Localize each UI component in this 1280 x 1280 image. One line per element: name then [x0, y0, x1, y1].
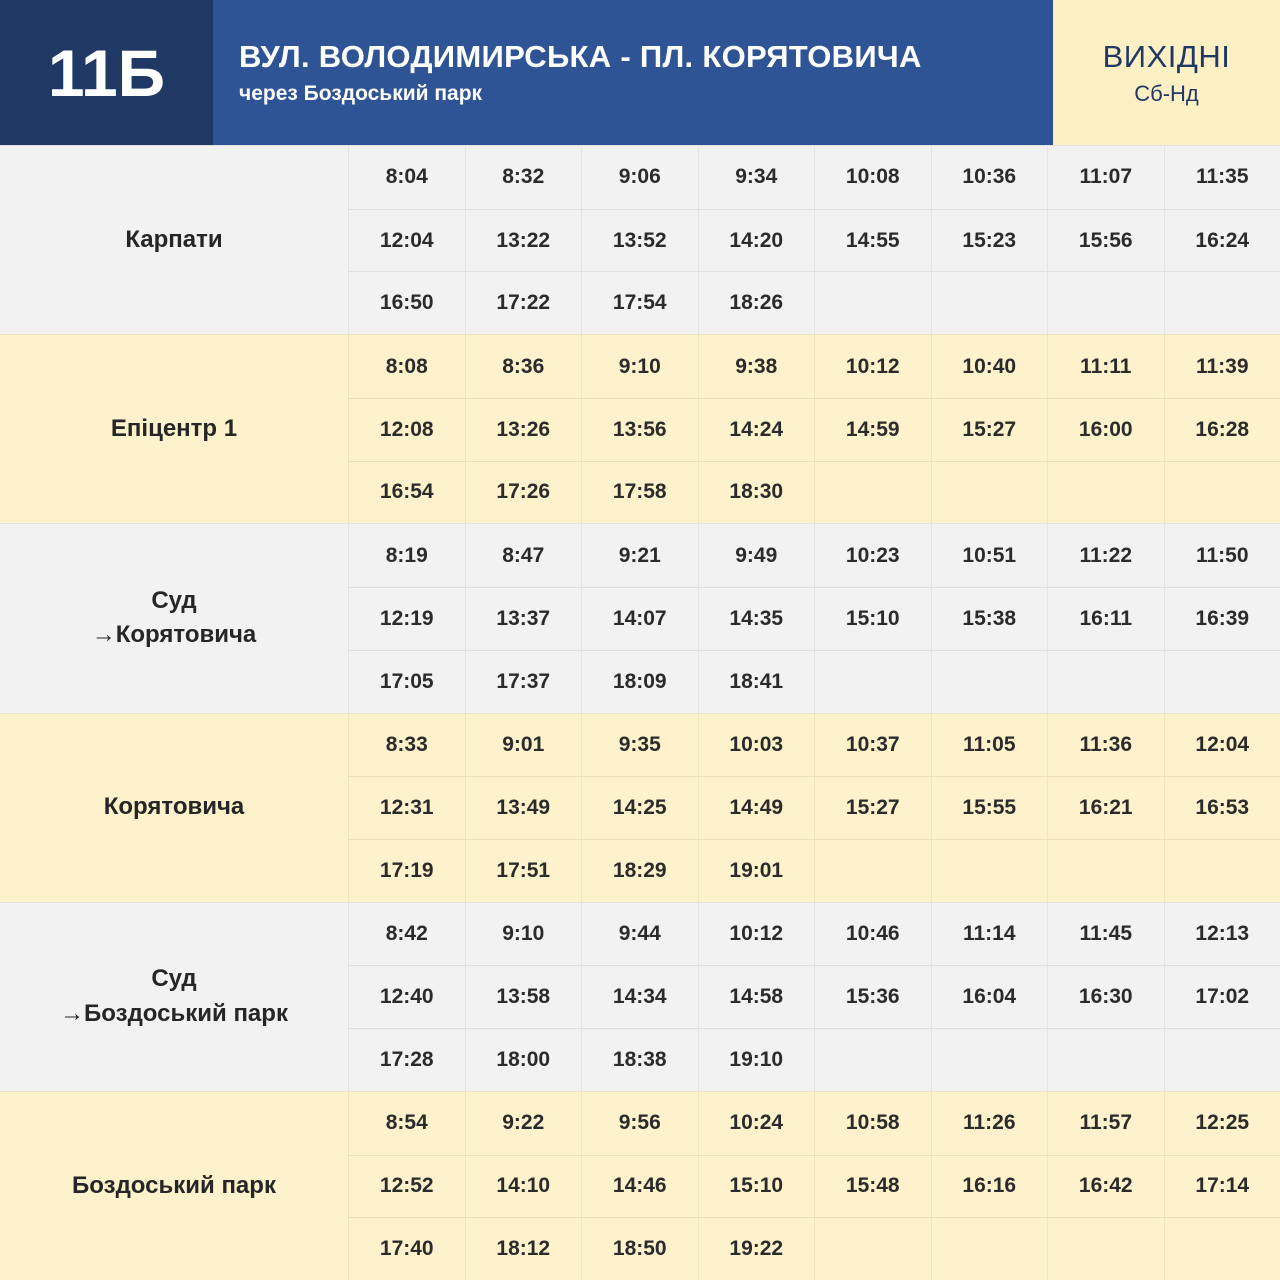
stop-name — [0, 524, 348, 712]
time-cell: 16:04 — [931, 965, 1048, 1028]
time-cell: 11:36 — [1047, 714, 1164, 777]
time-cell-empty — [814, 271, 931, 334]
time-cell: 8:42 — [348, 903, 465, 966]
time-cell: 16:39 — [1164, 587, 1280, 650]
time-cell: 8:19 — [348, 524, 465, 587]
stop-name — [0, 146, 348, 334]
time-cell: 16:24 — [1164, 209, 1280, 272]
time-cell: 10:03 — [698, 714, 815, 777]
time-cell: 15:27 — [814, 776, 931, 839]
time-cell-empty — [1047, 1028, 1164, 1091]
time-cell: 10:58 — [814, 1092, 931, 1155]
time-cell: 12:25 — [1164, 1092, 1280, 1155]
time-cell: 18:26 — [698, 271, 815, 334]
time-cell: 17:54 — [581, 271, 698, 334]
time-cell: 11:26 — [931, 1092, 1048, 1155]
stop-band — [0, 1091, 1280, 1280]
time-cell: 12:52 — [348, 1155, 465, 1218]
schedule-type-label: ВИХІДНІ — [1102, 38, 1231, 74]
time-cell: 10:40 — [931, 335, 1048, 398]
time-cell: 18:30 — [698, 461, 815, 524]
time-cell: 13:52 — [581, 209, 698, 272]
time-cell: 12:08 — [348, 398, 465, 461]
time-cell: 13:56 — [581, 398, 698, 461]
time-cell: 15:48 — [814, 1155, 931, 1218]
time-cell-empty — [931, 650, 1048, 713]
time-cell: 14:55 — [814, 209, 931, 272]
time-cell: 16:50 — [348, 271, 465, 334]
time-cell: 15:55 — [931, 776, 1048, 839]
time-cell: 11:50 — [1164, 524, 1280, 587]
time-cell: 10:08 — [814, 146, 931, 209]
time-cell: 9:44 — [581, 903, 698, 966]
time-cell: 16:11 — [1047, 587, 1164, 650]
time-cell: 10:24 — [698, 1092, 815, 1155]
time-cell: 16:16 — [931, 1155, 1048, 1218]
time-cell: 9:38 — [698, 335, 815, 398]
time-cell: 9:10 — [581, 335, 698, 398]
stop-name-line: Боздоський парк — [72, 1171, 276, 1199]
time-cell: 17:26 — [465, 461, 582, 524]
time-cell-empty — [814, 650, 931, 713]
time-cell: 17:14 — [1164, 1155, 1280, 1218]
stop-band — [0, 145, 1280, 334]
time-cell-empty — [1164, 650, 1280, 713]
time-cell: 15:36 — [814, 965, 931, 1028]
time-cell: 16:21 — [1047, 776, 1164, 839]
time-cell: 11:35 — [1164, 146, 1280, 209]
time-cell: 8:54 — [348, 1092, 465, 1155]
time-cell: 9:10 — [465, 903, 582, 966]
time-cell: 16:54 — [348, 461, 465, 524]
times-grid — [348, 714, 1280, 902]
stop-name-line: Карпати — [125, 225, 223, 253]
time-cell: 10:46 — [814, 903, 931, 966]
time-cell: 14:49 — [698, 776, 815, 839]
time-cell-empty — [1164, 461, 1280, 524]
time-cell: 11:07 — [1047, 146, 1164, 209]
stop-band — [0, 523, 1280, 712]
route-number-badge — [0, 0, 213, 145]
route-subtitle: через Боздоський парк — [239, 82, 483, 105]
route-info — [213, 0, 1053, 145]
time-cell: 12:04 — [348, 209, 465, 272]
time-cell: 11:14 — [931, 903, 1048, 966]
time-cell: 13:58 — [465, 965, 582, 1028]
time-cell: 16:53 — [1164, 776, 1280, 839]
times-grid — [348, 335, 1280, 523]
time-cell: 15:10 — [698, 1155, 815, 1218]
time-cell: 14:59 — [814, 398, 931, 461]
time-cell: 15:38 — [931, 587, 1048, 650]
time-cell-empty — [1047, 839, 1164, 902]
time-cell-empty — [814, 839, 931, 902]
time-cell-empty — [814, 461, 931, 524]
time-cell: 12:31 — [348, 776, 465, 839]
time-cell: 10:37 — [814, 714, 931, 777]
time-cell: 17:40 — [348, 1217, 465, 1280]
time-cell-empty — [931, 1028, 1048, 1091]
time-cell: 11:05 — [931, 714, 1048, 777]
time-cell: 16:30 — [1047, 965, 1164, 1028]
time-cell-empty — [1047, 1217, 1164, 1280]
times-grid — [348, 903, 1280, 1091]
time-cell-empty — [814, 1217, 931, 1280]
time-cell: 14:07 — [581, 587, 698, 650]
time-cell: 10:36 — [931, 146, 1048, 209]
time-cell: 17:19 — [348, 839, 465, 902]
time-cell: 19:01 — [698, 839, 815, 902]
time-cell: 12:13 — [1164, 903, 1280, 966]
time-cell: 8:36 — [465, 335, 582, 398]
time-cell: 12:19 — [348, 587, 465, 650]
time-cell: 10:12 — [698, 903, 815, 966]
time-cell: 8:08 — [348, 335, 465, 398]
timetable — [0, 145, 1280, 1280]
schedule-days-box — [1053, 0, 1280, 145]
time-cell: 14:58 — [698, 965, 815, 1028]
time-cell: 14:20 — [698, 209, 815, 272]
stop-name — [0, 714, 348, 902]
time-cell: 9:21 — [581, 524, 698, 587]
time-cell-empty — [1164, 1217, 1280, 1280]
time-cell: 18:09 — [581, 650, 698, 713]
time-cell: 17:58 — [581, 461, 698, 524]
time-cell: 15:27 — [931, 398, 1048, 461]
time-cell: 13:49 — [465, 776, 582, 839]
stop-name — [0, 903, 348, 1091]
route-number: 11Б — [47, 35, 166, 110]
time-cell: 15:23 — [931, 209, 1048, 272]
time-cell-empty — [1047, 461, 1164, 524]
time-cell: 8:04 — [348, 146, 465, 209]
time-cell: 14:25 — [581, 776, 698, 839]
time-cell: 13:22 — [465, 209, 582, 272]
time-cell: 17:22 — [465, 271, 582, 334]
stop-name-line: →Боздоський парк — [60, 999, 288, 1027]
time-cell: 18:50 — [581, 1217, 698, 1280]
time-cell: 12:40 — [348, 965, 465, 1028]
time-cell: 14:46 — [581, 1155, 698, 1218]
time-cell: 10:23 — [814, 524, 931, 587]
stop-band — [0, 713, 1280, 902]
time-cell: 9:01 — [465, 714, 582, 777]
time-cell: 18:29 — [581, 839, 698, 902]
stop-name-line: Суд — [151, 586, 197, 614]
stop-name-line: Корятовича — [103, 793, 245, 821]
time-cell: 11:39 — [1164, 335, 1280, 398]
time-cell: 17:05 — [348, 650, 465, 713]
time-cell: 18:38 — [581, 1028, 698, 1091]
time-cell: 17:37 — [465, 650, 582, 713]
time-cell-empty — [931, 839, 1048, 902]
time-cell-empty — [1164, 1028, 1280, 1091]
time-cell: 11:11 — [1047, 335, 1164, 398]
time-cell: 9:06 — [581, 146, 698, 209]
stop-name — [0, 335, 348, 523]
times-grid — [348, 1092, 1280, 1280]
time-cell: 17:28 — [348, 1028, 465, 1091]
time-cell: 12:04 — [1164, 714, 1280, 777]
time-cell-empty — [1047, 271, 1164, 334]
time-cell: 15:56 — [1047, 209, 1164, 272]
stop-name — [0, 1092, 348, 1280]
time-cell: 14:10 — [465, 1155, 582, 1218]
time-cell: 8:33 — [348, 714, 465, 777]
time-cell-empty — [931, 271, 1048, 334]
stop-band — [0, 334, 1280, 523]
time-cell: 11:45 — [1047, 903, 1164, 966]
stop-band — [0, 902, 1280, 1091]
time-cell: 8:32 — [465, 146, 582, 209]
time-cell: 14:34 — [581, 965, 698, 1028]
time-cell: 14:35 — [698, 587, 815, 650]
time-cell: 10:51 — [931, 524, 1048, 587]
schedule-days-label: Сб-Нд — [1134, 80, 1199, 106]
time-cell: 16:42 — [1047, 1155, 1164, 1218]
header — [0, 0, 1280, 145]
times-grid — [348, 146, 1280, 334]
time-cell: 19:10 — [698, 1028, 815, 1091]
stop-name-line: →Корятовича — [91, 621, 257, 649]
time-cell: 9:22 — [465, 1092, 582, 1155]
time-cell-empty — [1164, 839, 1280, 902]
stop-name-line: Суд — [151, 964, 197, 992]
times-grid — [348, 524, 1280, 712]
time-cell: 14:24 — [698, 398, 815, 461]
time-cell: 8:47 — [465, 524, 582, 587]
time-cell: 17:51 — [465, 839, 582, 902]
stop-name-line: Епіцентр 1 — [110, 414, 238, 442]
time-cell: 9:56 — [581, 1092, 698, 1155]
time-cell-empty — [1164, 271, 1280, 334]
time-cell: 19:22 — [698, 1217, 815, 1280]
time-cell: 18:12 — [465, 1217, 582, 1280]
time-cell-empty — [931, 461, 1048, 524]
time-cell: 11:22 — [1047, 524, 1164, 587]
time-cell-empty — [1047, 650, 1164, 713]
time-cell: 13:37 — [465, 587, 582, 650]
route-title: ВУЛ. ВОЛОДИМИРСЬКА - ПЛ. КОРЯТОВИЧА — [239, 39, 922, 74]
time-cell: 10:12 — [814, 335, 931, 398]
time-cell: 9:49 — [698, 524, 815, 587]
time-cell: 11:57 — [1047, 1092, 1164, 1155]
time-cell: 18:41 — [698, 650, 815, 713]
time-cell: 17:02 — [1164, 965, 1280, 1028]
time-cell: 15:10 — [814, 587, 931, 650]
time-cell: 16:00 — [1047, 398, 1164, 461]
time-cell: 18:00 — [465, 1028, 582, 1091]
time-cell-empty — [931, 1217, 1048, 1280]
time-cell-empty — [814, 1028, 931, 1091]
time-cell: 13:26 — [465, 398, 582, 461]
time-cell: 9:34 — [698, 146, 815, 209]
time-cell: 16:28 — [1164, 398, 1280, 461]
time-cell: 9:35 — [581, 714, 698, 777]
